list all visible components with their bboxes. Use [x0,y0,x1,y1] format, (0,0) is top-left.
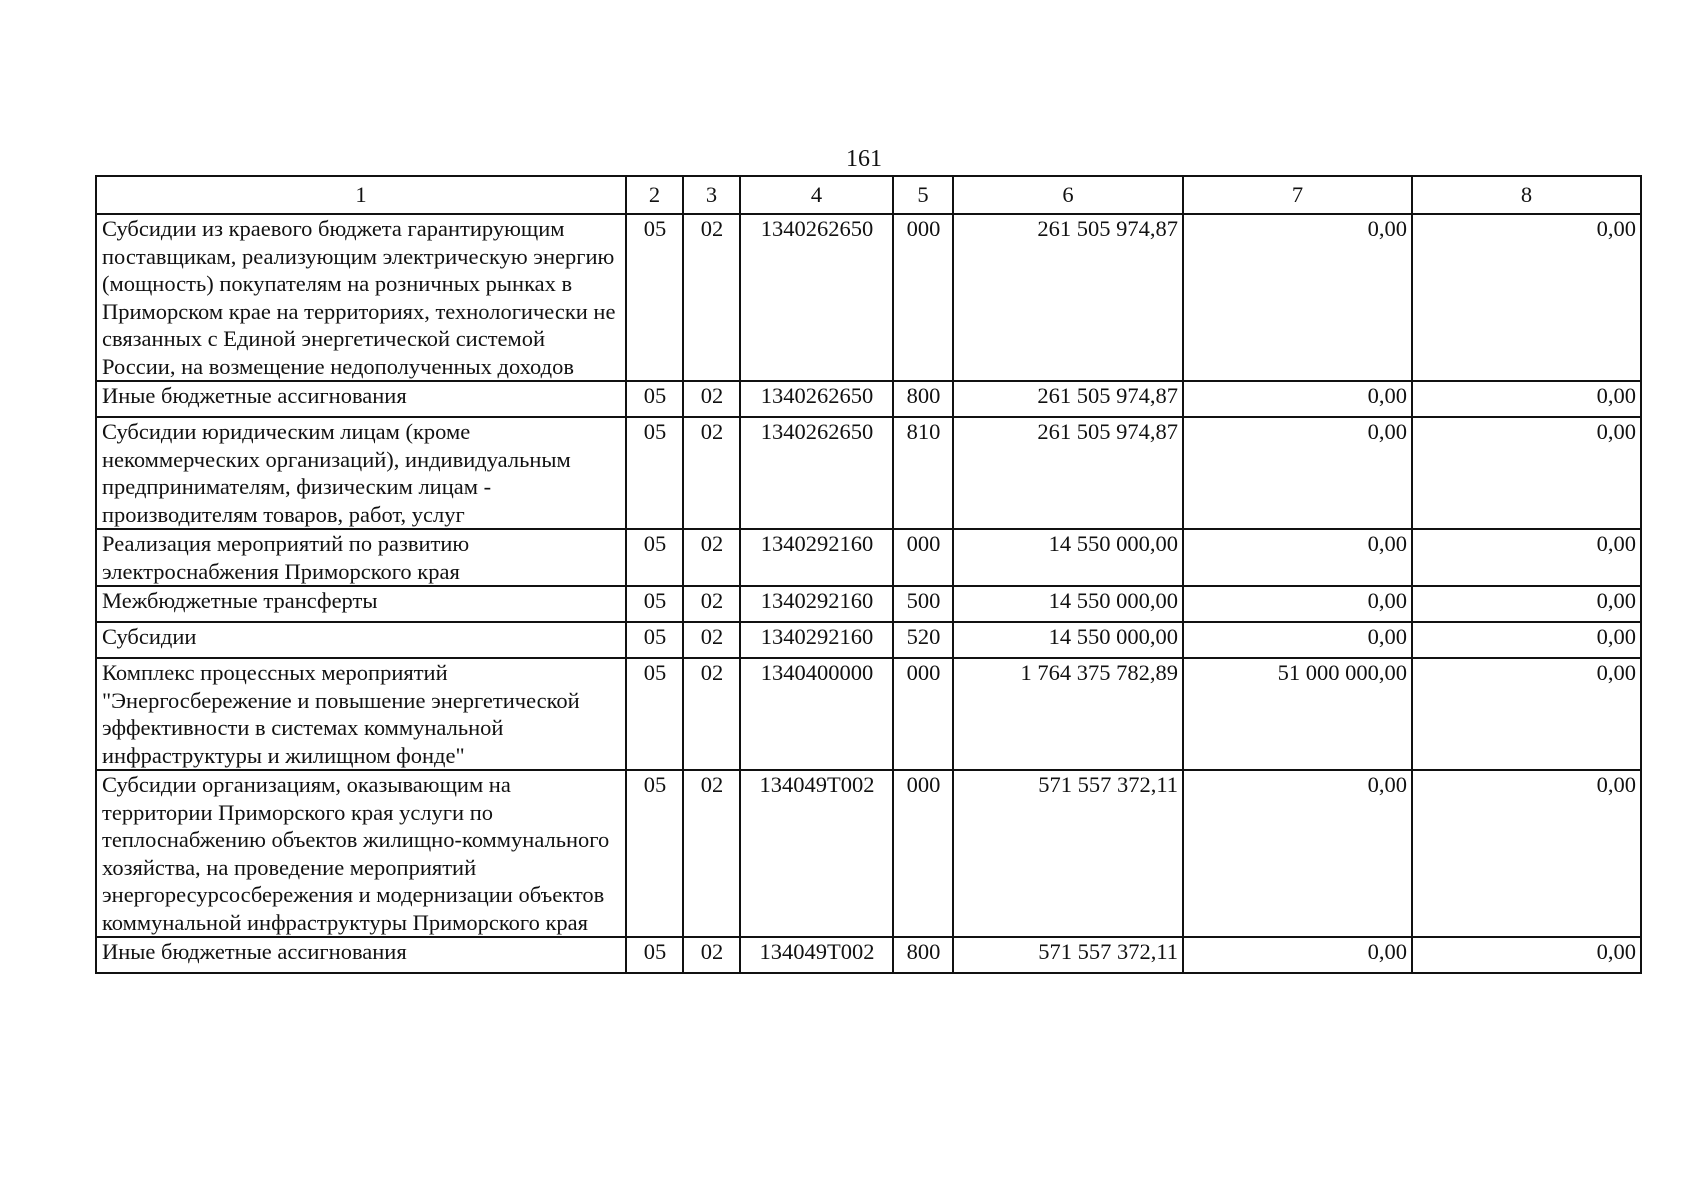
row-name: Субсидии организациям, оказывающим на территории Приморского края услуги по теплоснабжению объектов жилищно-коммунального хозяйства, на проведение мероприятий энергоресурсосбережения и модернизации объектов коммунальной инфраструктуры Приморского края [96,770,626,937]
cell-section: 05 [626,529,683,586]
cell-expense-type: 810 [893,417,953,529]
cell-section: 05 [626,622,683,658]
cell-amount-7: 0,00 [1183,937,1412,973]
cell-amount-7: 0,00 [1183,214,1412,381]
cell-target-code: 1340262650 [740,381,893,417]
page-number: 161 [846,146,882,172]
cell-section: 05 [626,417,683,529]
cell-expense-type: 000 [893,529,953,586]
column-header: 3 [683,176,740,214]
row-name: Иные бюджетные ассигнования [96,937,626,973]
column-header: 4 [740,176,893,214]
cell-amount-6: 261 505 974,87 [953,381,1183,417]
cell-amount-8: 0,00 [1412,658,1641,770]
row-name: Комплекс процессных мероприятий "Энергосбережение и повышение энергетической эффективности в системах коммунальной инфраструктуры и жилищном фонде" [96,658,626,770]
budget-table [95,175,1642,974]
cell-expense-type: 000 [893,658,953,770]
cell-section: 05 [626,381,683,417]
column-header: 2 [626,176,683,214]
cell-amount-7: 0,00 [1183,622,1412,658]
table-row [96,770,1641,937]
cell-amount-6: 261 505 974,87 [953,417,1183,529]
cell-amount-6: 261 505 974,87 [953,214,1183,381]
cell-amount-8: 0,00 [1412,937,1641,973]
row-name: Субсидии [96,622,626,658]
cell-section: 05 [626,937,683,973]
table-row [96,586,1641,622]
cell-subsection: 02 [683,417,740,529]
cell-subsection: 02 [683,937,740,973]
cell-expense-type: 000 [893,214,953,381]
cell-amount-7: 0,00 [1183,381,1412,417]
cell-amount-8: 0,00 [1412,214,1641,381]
cell-subsection: 02 [683,214,740,381]
cell-target-code: 1340262650 [740,417,893,529]
table-row [96,381,1641,417]
cell-subsection: 02 [683,529,740,586]
cell-subsection: 02 [683,658,740,770]
cell-subsection: 02 [683,586,740,622]
row-name: Реализация мероприятий по развитию электроснабжения Приморского края [96,529,626,586]
cell-expense-type: 520 [893,622,953,658]
column-header: 6 [953,176,1183,214]
cell-subsection: 02 [683,770,740,937]
cell-expense-type: 800 [893,381,953,417]
cell-amount-6: 14 550 000,00 [953,529,1183,586]
cell-target-code: 1340292160 [740,622,893,658]
cell-subsection: 02 [683,381,740,417]
table-row [96,937,1641,973]
cell-amount-8: 0,00 [1412,417,1641,529]
cell-amount-6: 571 557 372,11 [953,937,1183,973]
cell-amount-7: 0,00 [1183,417,1412,529]
cell-expense-type: 000 [893,770,953,937]
table-row [96,529,1641,586]
cell-target-code: 134049Т002 [740,770,893,937]
cell-amount-8: 0,00 [1412,586,1641,622]
table-row [96,417,1641,529]
column-header: 8 [1412,176,1641,214]
cell-amount-6: 571 557 372,11 [953,770,1183,937]
cell-amount-8: 0,00 [1412,622,1641,658]
cell-amount-7: 0,00 [1183,770,1412,937]
cell-amount-7: 51 000 000,00 [1183,658,1412,770]
table-row [96,214,1641,381]
table-row [96,622,1641,658]
cell-section: 05 [626,586,683,622]
table-row [96,658,1641,770]
cell-target-code: 1340292160 [740,586,893,622]
cell-section: 05 [626,770,683,937]
row-name: Субсидии юридическим лицам (кроме некоммерческих организаций), индивидуальным предпринимателям, физическим лицам - производителям товаров, работ, услуг [96,417,626,529]
row-name: Иные бюджетные ассигнования [96,381,626,417]
cell-target-code: 134049Т002 [740,937,893,973]
cell-target-code: 1340292160 [740,529,893,586]
cell-target-code: 1340262650 [740,214,893,381]
cell-section: 05 [626,214,683,381]
cell-amount-8: 0,00 [1412,770,1641,937]
cell-amount-7: 0,00 [1183,586,1412,622]
cell-target-code: 1340400000 [740,658,893,770]
row-name: Субсидии из краевого бюджета гарантирующим поставщикам, реализующим электрическую энергию (мощность) покупателям на розничных рынках в Приморском крае на территориях, технологически не связанных с Единой энергетической системой России, на возмещение недополученных доходов [96,214,626,381]
cell-amount-6: 14 550 000,00 [953,586,1183,622]
header-row [96,176,1641,214]
cell-section: 05 [626,658,683,770]
cell-expense-type: 800 [893,937,953,973]
cell-amount-8: 0,00 [1412,529,1641,586]
cell-amount-6: 1 764 375 782,89 [953,658,1183,770]
column-header: 1 [96,176,626,214]
cell-expense-type: 500 [893,586,953,622]
cell-amount-7: 0,00 [1183,529,1412,586]
cell-subsection: 02 [683,622,740,658]
column-header: 5 [893,176,953,214]
row-name: Межбюджетные трансферты [96,586,626,622]
cell-amount-6: 14 550 000,00 [953,622,1183,658]
column-header: 7 [1183,176,1412,214]
cell-amount-8: 0,00 [1412,381,1641,417]
